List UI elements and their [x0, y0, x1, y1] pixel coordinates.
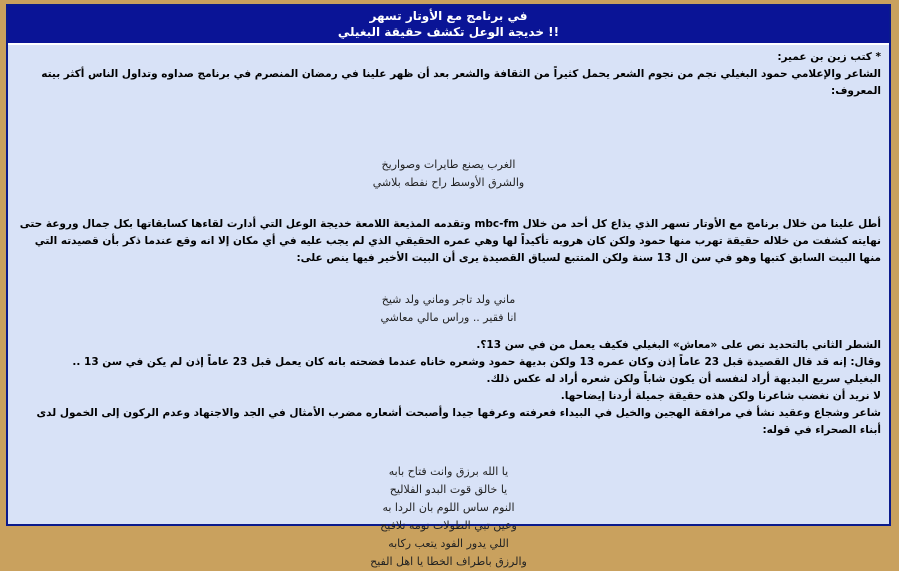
poem3-line: والرزق باطراف الخطا يا اهل الفيح [370, 555, 527, 568]
article-body [8, 45, 889, 571]
poem1-line: الغرب يصنع طايرات وصواريخ [381, 158, 516, 171]
paragraph-3-line: وقال: إنه قد قال القصيدة قبل 23 عاماً إذن وكان عمره 13 ولكن بديهة حمود وشعره خاناه عندما فضحته بانه كان يعمل قبل 23 عاماً إذن لم يكن في سن 13 .. [72, 356, 881, 368]
paragraph-3-line: شاعر وشجاع وعقيد نشأ في مرافقة الهجين والخيل في البيداء فعرفته وعرفها جيدا وأصبحت أشعاره مضرب الأمثال في الجد والاجتهاد وعدم الركون إلى الخمول لدى أبناء الصحراء في قوله: [36, 407, 881, 436]
article-header [8, 6, 889, 45]
byline: * كتب زين بن عمير: [777, 51, 881, 63]
poem1-line: والشرق الأوسط راح نفطه بلاشي [372, 176, 525, 189]
poem2-line: ماني ولد تاجر وماني ولد شيخ [381, 293, 516, 306]
poem3-line: اللي يدور الفود يتعب ركابه [388, 537, 509, 550]
poem2-line: انا فقير .. وراس مالي معاشي [380, 311, 517, 324]
article-frame [6, 4, 891, 568]
poem3-line: يا الله برزق وانت فتاح بابه [388, 465, 509, 478]
paragraph-3-line: لا نريد أن نغضب شاعرنا ولكن هذه حقيقة جميلة أردنا إيضاحها. [560, 390, 881, 402]
poem3-line: يا خالق قوت البدو الفلاليح [389, 483, 508, 496]
intro-paragraph: الشاعر والإعلامي حمود البغيلي نجم من نجوم الشعر يحمل كثيراً من الثقافة والشعر بعد أن ظهر علينا في رمضان المنصرم في برنامج صداوه وتداول الناس أكثر بيته المعروف: [41, 68, 881, 97]
paragraph-3-line: الشطر الثاني بالتحديد نص على «معاش» البغيلي فكيف يعمل من في سن 13؟. [476, 339, 881, 351]
paragraph-3-line: البغيلي سريع البديهة أراد لنفسه أن يكون شاباً ولكن شعره أراد له عكس ذلك. [486, 373, 881, 385]
article-title: خديجة الوعل تكشف حقيقة البغيلي !! [337, 25, 560, 39]
paragraph-2: أطل علينا من خلال برنامج مع الأوتار تسهر الذي يذاع كل أحد من خلال mbc-fm وتقدمه المذيعة اللامعة خديجة الوعل التي أدارت لقاءها كسابقاتها بكل جمال وروعة حتى نهايته كشفت من خلاله حقيقة تهرب منها حمود ولكن كان هروبه تأكيداً لها وهي عمره الحقيقي الذي لم يجب عليه في أي مكان إلا انه وقع عندما ذكر بأن قصيدته التي منها البيت السابق كتبها وهو في سن ال 13 سنة ولكن المتتبع لسياق القصيدة يرى أن البيت الأخير فيها ينص على: [19, 218, 881, 264]
header-line-1: في برنامج مع الأوتار تسهر [369, 9, 528, 23]
poem3-line: وعين تبي الطولات نومه تلافيح [380, 519, 517, 532]
poem3-line: النوم ساس اللوم بان الردا به [382, 501, 515, 514]
